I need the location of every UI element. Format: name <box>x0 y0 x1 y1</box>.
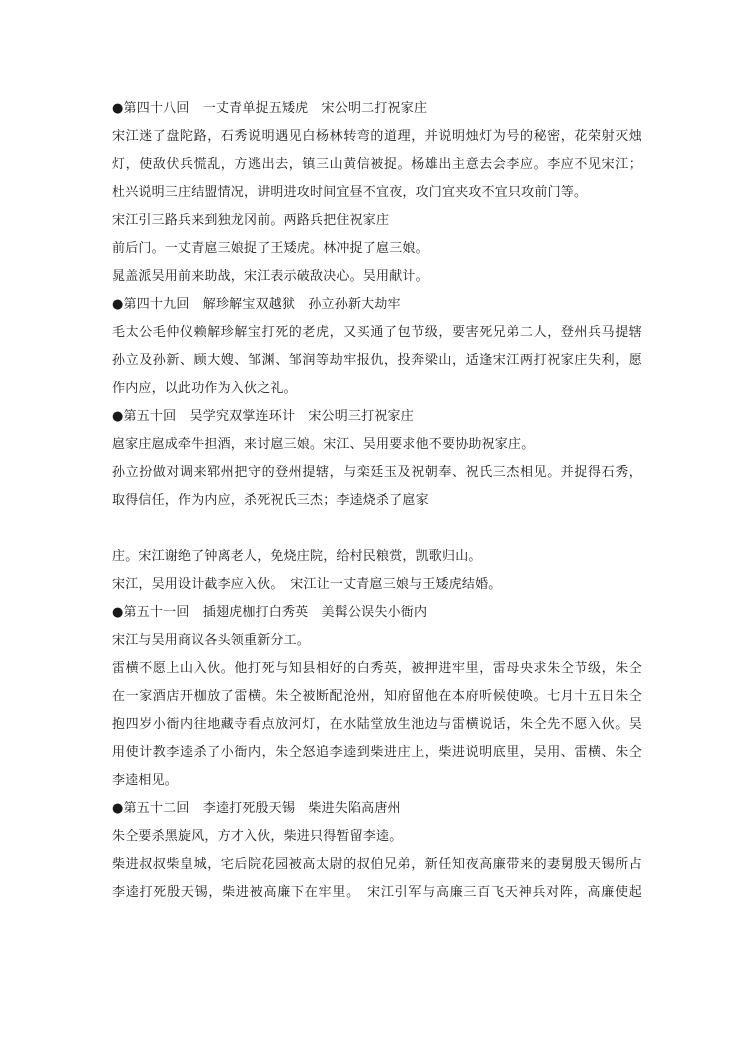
chapter-49-heading: ●第四十九回 解珍解宝双越狱 孙立孙新大劫牢 <box>112 297 401 312</box>
chapter-48-heading: ●第四十八回 一丈青单捉五矮虎 宋公明二打祝家庄 <box>112 101 428 116</box>
paragraph-line: 晁盖派吴用前来助战，宋江表示破敌决心。吴用献计。 <box>112 269 429 284</box>
paragraph-line: 扈家庄扈成牵牛担酒，来讨扈三娘。宋江、吴用要求他不要协助祝家庄。 <box>112 437 535 452</box>
paragraph-line: 宋江引三路兵来到独龙冈前。两路兵把住祝家庄 <box>112 213 390 228</box>
paragraph-line: 用使计教李逵杀了小衙内，朱仝怒追李逵到柴进庄上，柴进说明底里，吴用、雷横、朱仝 <box>112 745 642 760</box>
paragraph-line: 取得信任，作为内应，杀死祝氏三杰；李逵烧杀了扈家 <box>112 493 429 508</box>
chapter-50-heading: ●第五十回 吴学究双掌连环计 宋公明三打祝家庄 <box>112 409 414 424</box>
paragraph-line: 宋江，吴用设计截李应入伙。 宋江让一丈青扈三娘与王矮虎结婚。 <box>112 577 502 592</box>
paragraph-line: 杜兴说明三庄结盟情况，讲明进攻时间宜昼不宜夜，攻门宜夹攻不宜只攻前门等。 <box>112 185 588 200</box>
paragraph-line: 雷横不愿上山入伙。他打死与知县相好的白秀英，被押进牢里，雷母央求朱仝节级，朱仝 <box>112 661 642 676</box>
paragraph-line: 孙立及孙新、顾大嫂、邹渊、邹润等劫牢报仇，投奔梁山，适逢宋江两打祝家庄失利，愿 <box>112 353 642 368</box>
paragraph-line: 毛太公毛仲仪赖解珍解宝打死的老虎，又买通了包节级，要害死兄弟二人，登州兵马提辖 <box>112 325 642 340</box>
paragraph-line: 宋江与吴用商议各头领重新分工。 <box>112 633 311 648</box>
paragraph-line: 在一家酒店开枷放了雷横。朱仝被断配沧州，知府留他在本府听候使唤。七月十五日朱仝 <box>112 689 642 704</box>
paragraph-line: 柴进叔叔柴皇城，宅后院花园被高太尉的叔伯兄弟，新任知夜高廉带来的妻舅殷天锡所占 <box>112 857 642 872</box>
paragraph-line: 宋江迷了盘陀路，石秀说明遇见白杨林转弯的道理，并说明烛灯为号的秘密，花荣射灭烛 <box>112 129 642 144</box>
paragraph-line: 作内应，以此功作为入伙之礼。 <box>112 381 297 396</box>
paragraph-line: 孙立扮做对调来郓州把守的登州提辖，与栾廷玉及祝朝奉、祝氏三杰相见。并捉得石秀， <box>112 465 642 480</box>
document-page <box>112 100 642 901</box>
paragraph-line: 李逵相见。 <box>112 773 179 788</box>
chapter-51-heading: ●第五十一回 插翅虎枷打白秀英 美髯公误失小衙内 <box>112 605 428 620</box>
paragraph-line: 李逵打死殷天锡，柴进被高廉下在牢里。 宋江引军与高廉三百飞天神兵对阵，高廉使起 <box>112 885 642 900</box>
paragraph-line: 灯，使敌伏兵慌乱，方逃出去，镇三山黄信被捉。杨雄出主意去会李应。李应不见宋江； <box>112 157 642 172</box>
blank-gap <box>112 520 642 537</box>
paragraph-line: 朱仝要杀黑旋风，方才入伙，柴进只得暂留李逵。 <box>112 829 403 844</box>
paragraph-line: 前后门。一丈青扈三娘捉了王矮虎。林冲捉了扈三娘。 <box>112 241 429 256</box>
paragraph-line: 抱四岁小衙内往地藏寺看点放河灯，在水陆堂放生池边与雷横说话，朱仝先不愿入伙。吴 <box>112 717 642 732</box>
chapter-52-heading: ●第五十二回 李逵打死殷天锡 柴进失陷高唐州 <box>112 801 401 816</box>
paragraph-line: 庄。宋江谢绝了钟离老人，免烧庄院，给村民粮赏，凯歌归山。 <box>112 549 482 564</box>
